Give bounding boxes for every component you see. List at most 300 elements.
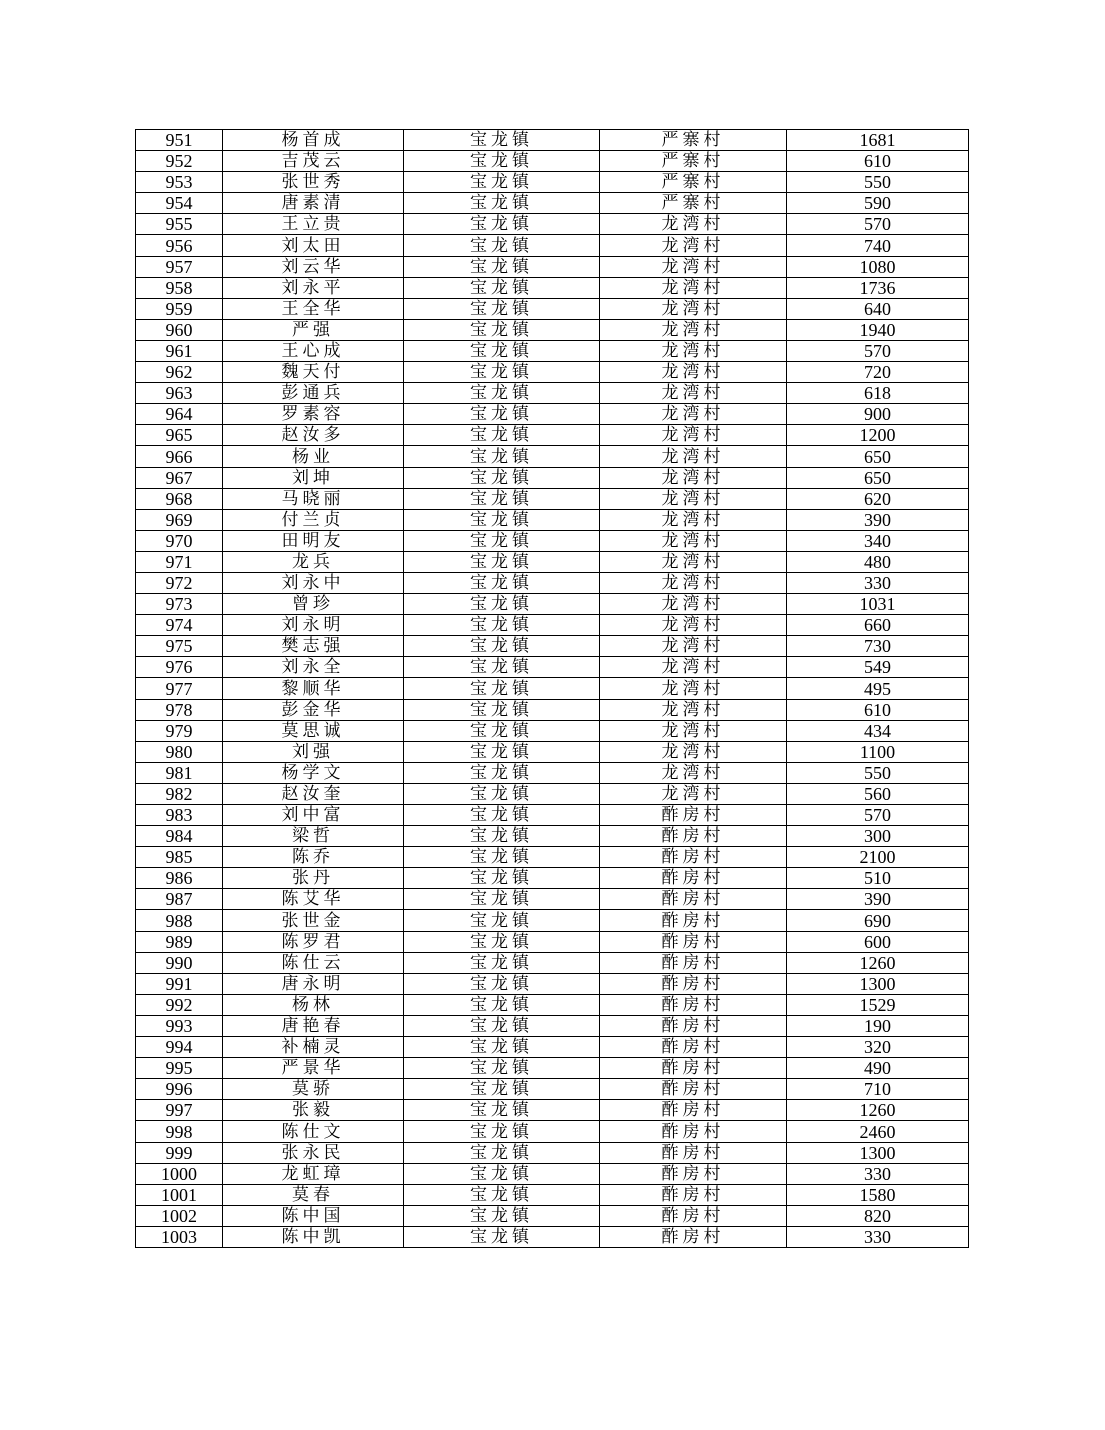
table-row bbox=[136, 362, 969, 383]
village-cell: 酢房村 bbox=[600, 847, 787, 868]
table-row bbox=[136, 530, 969, 551]
village-cell: 龙湾村 bbox=[600, 340, 787, 361]
row-number-cell: 958 bbox=[136, 277, 223, 298]
village-cell: 龙湾村 bbox=[600, 741, 787, 762]
amount-cell: 560 bbox=[787, 783, 969, 804]
town-cell: 宝龙镇 bbox=[404, 509, 600, 530]
row-number-cell: 987 bbox=[136, 889, 223, 910]
amount-cell: 1260 bbox=[787, 1100, 969, 1121]
amount-cell: 1529 bbox=[787, 994, 969, 1015]
town-cell: 宝龙镇 bbox=[404, 151, 600, 172]
amount-cell: 610 bbox=[787, 151, 969, 172]
amount-cell: 510 bbox=[787, 868, 969, 889]
town-cell: 宝龙镇 bbox=[404, 826, 600, 847]
row-number-cell: 993 bbox=[136, 1015, 223, 1036]
amount-cell: 330 bbox=[787, 1163, 969, 1184]
village-cell: 龙湾村 bbox=[600, 446, 787, 467]
amount-cell: 900 bbox=[787, 404, 969, 425]
town-cell: 宝龙镇 bbox=[404, 1163, 600, 1184]
name-cell: 吉茂云 bbox=[223, 151, 404, 172]
town-cell: 宝龙镇 bbox=[404, 404, 600, 425]
row-number-cell: 951 bbox=[136, 130, 223, 151]
row-number-cell: 979 bbox=[136, 720, 223, 741]
village-cell: 龙湾村 bbox=[600, 783, 787, 804]
village-cell: 龙湾村 bbox=[600, 509, 787, 530]
town-cell: 宝龙镇 bbox=[404, 362, 600, 383]
village-cell: 酢房村 bbox=[600, 805, 787, 826]
table-row bbox=[136, 193, 969, 214]
row-number-cell: 961 bbox=[136, 340, 223, 361]
row-number-cell: 991 bbox=[136, 973, 223, 994]
row-number-cell: 990 bbox=[136, 952, 223, 973]
row-number-cell: 963 bbox=[136, 383, 223, 404]
row-number-cell: 981 bbox=[136, 762, 223, 783]
village-cell: 酢房村 bbox=[600, 1100, 787, 1121]
table-row bbox=[136, 340, 969, 361]
table-row bbox=[136, 847, 969, 868]
amount-cell: 1100 bbox=[787, 741, 969, 762]
town-cell: 宝龙镇 bbox=[404, 910, 600, 931]
town-cell: 宝龙镇 bbox=[404, 678, 600, 699]
row-number-cell: 997 bbox=[136, 1100, 223, 1121]
town-cell: 宝龙镇 bbox=[404, 172, 600, 193]
table-row bbox=[136, 172, 969, 193]
amount-cell: 320 bbox=[787, 1037, 969, 1058]
town-cell: 宝龙镇 bbox=[404, 1100, 600, 1121]
table-row bbox=[136, 741, 969, 762]
village-cell: 酢房村 bbox=[600, 1037, 787, 1058]
row-number-cell: 975 bbox=[136, 636, 223, 657]
town-cell: 宝龙镇 bbox=[404, 130, 600, 151]
amount-cell: 1580 bbox=[787, 1184, 969, 1205]
amount-cell: 390 bbox=[787, 889, 969, 910]
table-row bbox=[136, 1163, 969, 1184]
name-cell: 陈乔 bbox=[223, 847, 404, 868]
table-row bbox=[136, 1100, 969, 1121]
amount-cell: 330 bbox=[787, 572, 969, 593]
row-number-cell: 994 bbox=[136, 1037, 223, 1058]
town-cell: 宝龙镇 bbox=[404, 425, 600, 446]
name-cell: 王全华 bbox=[223, 298, 404, 319]
amount-cell: 2460 bbox=[787, 1121, 969, 1142]
town-cell: 宝龙镇 bbox=[404, 931, 600, 952]
town-cell: 宝龙镇 bbox=[404, 319, 600, 340]
town-cell: 宝龙镇 bbox=[404, 699, 600, 720]
name-cell: 张毅 bbox=[223, 1100, 404, 1121]
village-cell: 龙湾村 bbox=[600, 298, 787, 319]
amount-cell: 730 bbox=[787, 636, 969, 657]
name-cell: 田明友 bbox=[223, 530, 404, 551]
table-row bbox=[136, 298, 969, 319]
village-cell: 龙湾村 bbox=[600, 636, 787, 657]
town-cell: 宝龙镇 bbox=[404, 952, 600, 973]
amount-cell: 1031 bbox=[787, 594, 969, 615]
row-number-cell: 976 bbox=[136, 657, 223, 678]
row-number-cell: 998 bbox=[136, 1121, 223, 1142]
town-cell: 宝龙镇 bbox=[404, 1205, 600, 1226]
amount-cell: 618 bbox=[787, 383, 969, 404]
town-cell: 宝龙镇 bbox=[404, 636, 600, 657]
table-row bbox=[136, 572, 969, 593]
row-number-cell: 966 bbox=[136, 446, 223, 467]
town-cell: 宝龙镇 bbox=[404, 551, 600, 572]
amount-cell: 300 bbox=[787, 826, 969, 847]
name-cell: 彭金华 bbox=[223, 699, 404, 720]
row-number-cell: 969 bbox=[136, 509, 223, 530]
amount-cell: 650 bbox=[787, 446, 969, 467]
village-cell: 龙湾村 bbox=[600, 383, 787, 404]
row-number-cell: 973 bbox=[136, 594, 223, 615]
row-number-cell: 999 bbox=[136, 1142, 223, 1163]
village-cell: 龙湾村 bbox=[600, 657, 787, 678]
town-cell: 宝龙镇 bbox=[404, 530, 600, 551]
row-number-cell: 996 bbox=[136, 1079, 223, 1100]
row-number-cell: 965 bbox=[136, 425, 223, 446]
table-row bbox=[136, 657, 969, 678]
town-cell: 宝龙镇 bbox=[404, 446, 600, 467]
amount-cell: 549 bbox=[787, 657, 969, 678]
amount-cell: 1940 bbox=[787, 319, 969, 340]
name-cell: 陈中凯 bbox=[223, 1226, 404, 1247]
town-cell: 宝龙镇 bbox=[404, 783, 600, 804]
village-cell: 龙湾村 bbox=[600, 277, 787, 298]
name-cell: 梁哲 bbox=[223, 826, 404, 847]
name-cell: 刘中富 bbox=[223, 805, 404, 826]
amount-cell: 570 bbox=[787, 214, 969, 235]
row-number-cell: 977 bbox=[136, 678, 223, 699]
table-row bbox=[136, 235, 969, 256]
table-row bbox=[136, 1142, 969, 1163]
village-cell: 酢房村 bbox=[600, 1058, 787, 1079]
village-cell: 酢房村 bbox=[600, 994, 787, 1015]
name-cell: 严景华 bbox=[223, 1058, 404, 1079]
amount-cell: 570 bbox=[787, 805, 969, 826]
row-number-cell: 962 bbox=[136, 362, 223, 383]
village-cell: 酢房村 bbox=[600, 889, 787, 910]
village-cell: 酢房村 bbox=[600, 1163, 787, 1184]
name-cell: 樊志强 bbox=[223, 636, 404, 657]
name-cell: 杨业 bbox=[223, 446, 404, 467]
town-cell: 宝龙镇 bbox=[404, 277, 600, 298]
town-cell: 宝龙镇 bbox=[404, 467, 600, 488]
name-cell: 彭通兵 bbox=[223, 383, 404, 404]
village-cell: 酢房村 bbox=[600, 1121, 787, 1142]
row-number-cell: 989 bbox=[136, 931, 223, 952]
name-cell: 陈仕云 bbox=[223, 952, 404, 973]
name-cell: 赵汝多 bbox=[223, 425, 404, 446]
table-row bbox=[136, 256, 969, 277]
row-number-cell: 974 bbox=[136, 615, 223, 636]
amount-cell: 340 bbox=[787, 530, 969, 551]
town-cell: 宝龙镇 bbox=[404, 1058, 600, 1079]
table-row bbox=[136, 931, 969, 952]
name-cell: 张永民 bbox=[223, 1142, 404, 1163]
name-cell: 莫骄 bbox=[223, 1079, 404, 1100]
town-cell: 宝龙镇 bbox=[404, 1015, 600, 1036]
data-table bbox=[135, 129, 969, 1248]
town-cell: 宝龙镇 bbox=[404, 741, 600, 762]
town-cell: 宝龙镇 bbox=[404, 1226, 600, 1247]
row-number-cell: 1000 bbox=[136, 1163, 223, 1184]
row-number-cell: 982 bbox=[136, 783, 223, 804]
name-cell: 黎顺华 bbox=[223, 678, 404, 699]
table-row bbox=[136, 1205, 969, 1226]
amount-cell: 434 bbox=[787, 720, 969, 741]
town-cell: 宝龙镇 bbox=[404, 1184, 600, 1205]
amount-cell: 1300 bbox=[787, 1142, 969, 1163]
town-cell: 宝龙镇 bbox=[404, 973, 600, 994]
town-cell: 宝龙镇 bbox=[404, 657, 600, 678]
village-cell: 龙湾村 bbox=[600, 699, 787, 720]
village-cell: 龙湾村 bbox=[600, 615, 787, 636]
table-row bbox=[136, 783, 969, 804]
amount-cell: 190 bbox=[787, 1015, 969, 1036]
name-cell: 刘永明 bbox=[223, 615, 404, 636]
amount-cell: 590 bbox=[787, 193, 969, 214]
row-number-cell: 970 bbox=[136, 530, 223, 551]
name-cell: 龙虹璋 bbox=[223, 1163, 404, 1184]
town-cell: 宝龙镇 bbox=[404, 340, 600, 361]
village-cell: 龙湾村 bbox=[600, 762, 787, 783]
name-cell: 刘永平 bbox=[223, 277, 404, 298]
amount-cell: 2100 bbox=[787, 847, 969, 868]
table-row bbox=[136, 994, 969, 1015]
town-cell: 宝龙镇 bbox=[404, 615, 600, 636]
name-cell: 付兰贞 bbox=[223, 509, 404, 530]
table-row bbox=[136, 910, 969, 931]
row-number-cell: 978 bbox=[136, 699, 223, 720]
amount-cell: 820 bbox=[787, 1205, 969, 1226]
table-row bbox=[136, 319, 969, 340]
town-cell: 宝龙镇 bbox=[404, 193, 600, 214]
row-number-cell: 985 bbox=[136, 847, 223, 868]
amount-cell: 570 bbox=[787, 340, 969, 361]
amount-cell: 610 bbox=[787, 699, 969, 720]
town-cell: 宝龙镇 bbox=[404, 1037, 600, 1058]
table-row bbox=[136, 1037, 969, 1058]
village-cell: 龙湾村 bbox=[600, 678, 787, 699]
village-cell: 酢房村 bbox=[600, 1205, 787, 1226]
amount-cell: 550 bbox=[787, 172, 969, 193]
village-cell: 酢房村 bbox=[600, 910, 787, 931]
village-cell: 龙湾村 bbox=[600, 530, 787, 551]
name-cell: 陈仕文 bbox=[223, 1121, 404, 1142]
name-cell: 补楠灵 bbox=[223, 1037, 404, 1058]
row-number-cell: 968 bbox=[136, 488, 223, 509]
table-row bbox=[136, 1058, 969, 1079]
village-cell: 龙湾村 bbox=[600, 362, 787, 383]
table-row bbox=[136, 826, 969, 847]
row-number-cell: 971 bbox=[136, 551, 223, 572]
village-cell: 严寨村 bbox=[600, 130, 787, 151]
town-cell: 宝龙镇 bbox=[404, 762, 600, 783]
village-cell: 酢房村 bbox=[600, 868, 787, 889]
village-cell: 龙湾村 bbox=[600, 720, 787, 741]
town-cell: 宝龙镇 bbox=[404, 1142, 600, 1163]
row-number-cell: 954 bbox=[136, 193, 223, 214]
amount-cell: 550 bbox=[787, 762, 969, 783]
town-cell: 宝龙镇 bbox=[404, 594, 600, 615]
amount-cell: 1681 bbox=[787, 130, 969, 151]
village-cell: 龙湾村 bbox=[600, 256, 787, 277]
village-cell: 龙湾村 bbox=[600, 214, 787, 235]
row-number-cell: 988 bbox=[136, 910, 223, 931]
row-number-cell: 972 bbox=[136, 572, 223, 593]
village-cell: 龙湾村 bbox=[600, 319, 787, 340]
village-cell: 龙湾村 bbox=[600, 488, 787, 509]
table-row bbox=[136, 1226, 969, 1247]
name-cell: 莫思诚 bbox=[223, 720, 404, 741]
table-row bbox=[136, 636, 969, 657]
row-number-cell: 1003 bbox=[136, 1226, 223, 1247]
amount-cell: 1300 bbox=[787, 973, 969, 994]
name-cell: 赵汝奎 bbox=[223, 783, 404, 804]
row-number-cell: 1001 bbox=[136, 1184, 223, 1205]
table-row bbox=[136, 404, 969, 425]
village-cell: 龙湾村 bbox=[600, 572, 787, 593]
name-cell: 王心成 bbox=[223, 340, 404, 361]
row-number-cell: 960 bbox=[136, 319, 223, 340]
table-row bbox=[136, 889, 969, 910]
village-cell: 酢房村 bbox=[600, 826, 787, 847]
table-row bbox=[136, 594, 969, 615]
town-cell: 宝龙镇 bbox=[404, 214, 600, 235]
table-row bbox=[136, 467, 969, 488]
town-cell: 宝龙镇 bbox=[404, 1079, 600, 1100]
name-cell: 杨学文 bbox=[223, 762, 404, 783]
name-cell: 杨林 bbox=[223, 994, 404, 1015]
village-cell: 龙湾村 bbox=[600, 425, 787, 446]
name-cell: 张世金 bbox=[223, 910, 404, 931]
table-row bbox=[136, 425, 969, 446]
village-cell: 酢房村 bbox=[600, 1015, 787, 1036]
name-cell: 龙兵 bbox=[223, 551, 404, 572]
amount-cell: 740 bbox=[787, 235, 969, 256]
town-cell: 宝龙镇 bbox=[404, 572, 600, 593]
village-cell: 龙湾村 bbox=[600, 551, 787, 572]
amount-cell: 710 bbox=[787, 1079, 969, 1100]
table-row bbox=[136, 383, 969, 404]
village-cell: 酢房村 bbox=[600, 973, 787, 994]
town-cell: 宝龙镇 bbox=[404, 994, 600, 1015]
name-cell: 唐素清 bbox=[223, 193, 404, 214]
name-cell: 杨首成 bbox=[223, 130, 404, 151]
amount-cell: 1080 bbox=[787, 256, 969, 277]
row-number-cell: 964 bbox=[136, 404, 223, 425]
table-row bbox=[136, 615, 969, 636]
amount-cell: 390 bbox=[787, 509, 969, 530]
village-cell: 酢房村 bbox=[600, 952, 787, 973]
village-cell: 龙湾村 bbox=[600, 404, 787, 425]
amount-cell: 1200 bbox=[787, 425, 969, 446]
name-cell: 陈中国 bbox=[223, 1205, 404, 1226]
table-row bbox=[136, 277, 969, 298]
table-row bbox=[136, 1121, 969, 1142]
row-number-cell: 1002 bbox=[136, 1205, 223, 1226]
name-cell: 马晓丽 bbox=[223, 488, 404, 509]
name-cell: 张世秀 bbox=[223, 172, 404, 193]
amount-cell: 720 bbox=[787, 362, 969, 383]
name-cell: 曾珍 bbox=[223, 594, 404, 615]
town-cell: 宝龙镇 bbox=[404, 868, 600, 889]
row-number-cell: 992 bbox=[136, 994, 223, 1015]
table-row bbox=[136, 1079, 969, 1100]
name-cell: 刘永全 bbox=[223, 657, 404, 678]
name-cell: 陈艾华 bbox=[223, 889, 404, 910]
village-cell: 龙湾村 bbox=[600, 594, 787, 615]
name-cell: 刘云华 bbox=[223, 256, 404, 277]
row-number-cell: 956 bbox=[136, 235, 223, 256]
town-cell: 宝龙镇 bbox=[404, 298, 600, 319]
village-cell: 龙湾村 bbox=[600, 467, 787, 488]
name-cell: 刘强 bbox=[223, 741, 404, 762]
town-cell: 宝龙镇 bbox=[404, 488, 600, 509]
amount-cell: 640 bbox=[787, 298, 969, 319]
amount-cell: 1736 bbox=[787, 277, 969, 298]
table-row bbox=[136, 551, 969, 572]
name-cell: 唐永明 bbox=[223, 973, 404, 994]
row-number-cell: 953 bbox=[136, 172, 223, 193]
amount-cell: 650 bbox=[787, 467, 969, 488]
name-cell: 魏天付 bbox=[223, 362, 404, 383]
amount-cell: 495 bbox=[787, 678, 969, 699]
table-row bbox=[136, 446, 969, 467]
table-row bbox=[136, 1184, 969, 1205]
table-row bbox=[136, 805, 969, 826]
table-row bbox=[136, 488, 969, 509]
table-body bbox=[136, 130, 969, 1248]
town-cell: 宝龙镇 bbox=[404, 1121, 600, 1142]
village-cell: 龙湾村 bbox=[600, 235, 787, 256]
village-cell: 酢房村 bbox=[600, 1226, 787, 1247]
village-cell: 严寨村 bbox=[600, 193, 787, 214]
name-cell: 刘坤 bbox=[223, 467, 404, 488]
row-number-cell: 952 bbox=[136, 151, 223, 172]
name-cell: 王立贵 bbox=[223, 214, 404, 235]
town-cell: 宝龙镇 bbox=[404, 847, 600, 868]
amount-cell: 600 bbox=[787, 931, 969, 952]
table-row bbox=[136, 214, 969, 235]
amount-cell: 490 bbox=[787, 1058, 969, 1079]
village-cell: 酢房村 bbox=[600, 931, 787, 952]
row-number-cell: 955 bbox=[136, 214, 223, 235]
name-cell: 刘太田 bbox=[223, 235, 404, 256]
town-cell: 宝龙镇 bbox=[404, 235, 600, 256]
town-cell: 宝龙镇 bbox=[404, 889, 600, 910]
amount-cell: 620 bbox=[787, 488, 969, 509]
table-row bbox=[136, 509, 969, 530]
amount-cell: 660 bbox=[787, 615, 969, 636]
table-row bbox=[136, 130, 969, 151]
village-cell: 严寨村 bbox=[600, 151, 787, 172]
village-cell: 酢房村 bbox=[600, 1184, 787, 1205]
amount-cell: 690 bbox=[787, 910, 969, 931]
amount-cell: 480 bbox=[787, 551, 969, 572]
village-cell: 严寨村 bbox=[600, 172, 787, 193]
table-row bbox=[136, 1015, 969, 1036]
row-number-cell: 967 bbox=[136, 467, 223, 488]
name-cell: 陈罗君 bbox=[223, 931, 404, 952]
village-cell: 酢房村 bbox=[600, 1142, 787, 1163]
table-row bbox=[136, 699, 969, 720]
town-cell: 宝龙镇 bbox=[404, 383, 600, 404]
name-cell: 唐艳春 bbox=[223, 1015, 404, 1036]
row-number-cell: 986 bbox=[136, 868, 223, 889]
village-cell: 酢房村 bbox=[600, 1079, 787, 1100]
name-cell: 莫春 bbox=[223, 1184, 404, 1205]
table-row bbox=[136, 868, 969, 889]
amount-cell: 1260 bbox=[787, 952, 969, 973]
